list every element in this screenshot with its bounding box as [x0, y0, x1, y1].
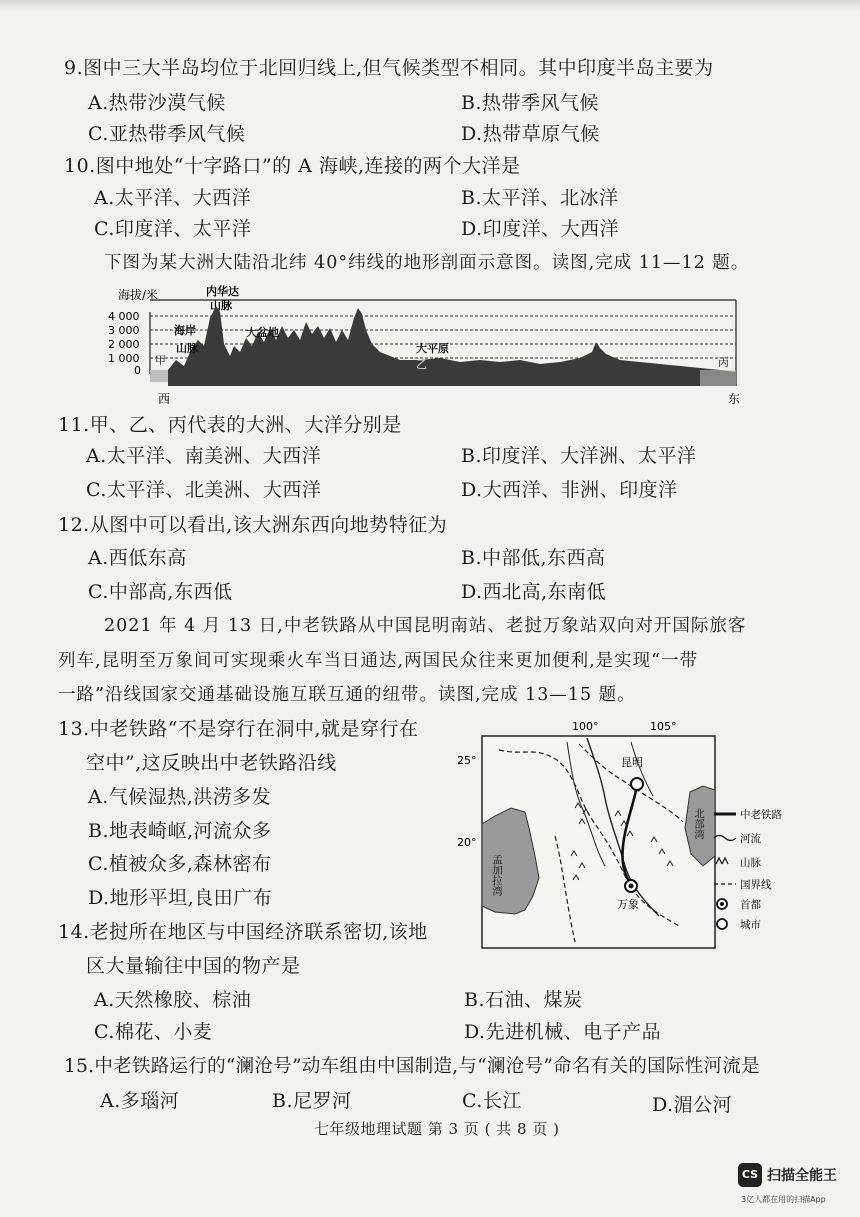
- tick-3000: 3 000: [108, 324, 140, 337]
- q11-option-b: B.印度洋、大洋洲、太平洋: [461, 445, 697, 467]
- q13-option-c: C.植被众多,森林密布: [88, 853, 272, 875]
- legend-border: 国界线: [740, 879, 772, 891]
- q10-option-c: C.印度洋、太平洋: [94, 218, 252, 240]
- q15-option-a: A.多瑙河: [100, 1090, 180, 1112]
- q12-option-c: C.中部高,东西低: [88, 581, 233, 603]
- q14-option-d: D.先进机械、电子产品: [464, 1021, 662, 1043]
- label-dapingyuan: 大平原: [416, 342, 449, 355]
- q10-stem: 10.图中地处“十字路口”的 A 海峡,连接的两个大洋是: [64, 155, 521, 177]
- map-lon-100: 100°: [572, 720, 599, 733]
- q15-option-b: B.尼罗河: [272, 1090, 352, 1112]
- q12-option-b: B.中部低,东西高: [461, 547, 606, 569]
- legend-capital: 首都: [740, 899, 761, 911]
- q10-option-a: A.太平洋、大西洋: [94, 187, 252, 209]
- legend-river: 河流: [740, 833, 761, 845]
- q15-option-d: D.湄公河: [652, 1094, 733, 1116]
- label-bing: 丙: [718, 356, 729, 369]
- q13-stem-line1: 13.中老铁路“不是穿行在洞中,就是穿行在: [58, 718, 419, 740]
- label-bay-west: 孟加拉湾: [491, 854, 503, 896]
- map-lat-20: 20°: [457, 836, 477, 849]
- q13-option-a: A.气候湿热,洪涝多发: [88, 786, 272, 808]
- q9-option-d: D.热带草原气候: [461, 123, 600, 145]
- scan-top-edge: [0, 0, 860, 10]
- tick-1000: 1 000: [108, 352, 140, 365]
- q13-option-b: B.地表崎岖,河流众多: [88, 820, 272, 842]
- label-neihuada-2: 山脉: [210, 299, 232, 312]
- q11-option-a: A.太平洋、南美洲、大西洋: [86, 445, 322, 467]
- intro-railway-line1: 2021 年 4 月 13 日,中老铁路从中国昆明南站、老挝万象站双向对开国际旅客: [104, 616, 747, 636]
- label-yi: 乙: [416, 358, 427, 371]
- label-kunming: 昆明: [621, 756, 643, 769]
- q15-stem: 15.中老铁路运行的“澜沧号”动车组由中国制造,与“澜沧号”命名有关的国际性河流是: [64, 1056, 760, 1077]
- tick-0: 0: [134, 364, 141, 377]
- q9-option-b: B.热带季风气候: [461, 92, 600, 114]
- label-neihuada-1: 内华达: [206, 285, 239, 298]
- tick-2000: 2 000: [108, 338, 140, 351]
- label-east: 东: [728, 392, 741, 406]
- q14-option-b: B.石油、煤炭: [464, 989, 583, 1011]
- q15-option-c: C.长江: [462, 1090, 522, 1112]
- watermark-app-name: 扫描全能王: [767, 1168, 837, 1184]
- label-dapendi: 大盆地: [246, 326, 279, 339]
- map-lat-25: 25°: [457, 754, 477, 767]
- q14-option-c: C.棉花、小麦: [94, 1021, 213, 1043]
- label-bay-east: 北部湾: [693, 808, 705, 840]
- q14-option-a: A.天然橡胶、棕油: [94, 989, 252, 1011]
- q12-stem: 12.从图中可以看出,该大洲东西向地势特征为: [58, 514, 448, 536]
- profile-ylabel: 海拔/米: [118, 288, 159, 302]
- intro-railway-line3: 一路”沿线国家交通基础设施互联互通的纽带。读图,完成 13—15 题。: [58, 685, 636, 705]
- q11-stem: 11.甲、乙、丙代表的大洲、大洋分别是: [58, 414, 402, 436]
- legend-city: 城市: [740, 919, 761, 930]
- label-haian-1: 海岸: [174, 324, 196, 337]
- q10-option-d: D.印度洋、大西洋: [461, 218, 620, 240]
- q11-option-c: C.太平洋、北美洲、大西洋: [86, 479, 322, 501]
- q13-option-d: D.地形平坦,良田广布: [88, 887, 273, 909]
- q14-stem-line2: 区大量输往中国的物产是: [86, 955, 301, 977]
- label-west: 西: [158, 392, 171, 406]
- map-legend: [710, 804, 810, 930]
- intro-profile: 下图为某大洲大陆沿北纬 40°纬线的地形剖面示意图。读图,完成 11—12 题。: [104, 253, 750, 273]
- tick-4000: 4 000: [108, 310, 140, 323]
- q12-option-a: A.西低东高: [88, 547, 187, 569]
- q11-option-d: D.大西洋、非洲、印度洋: [461, 479, 678, 501]
- legend-railway: 中老铁路: [740, 809, 782, 821]
- legend-mountain: 山脉: [740, 857, 761, 869]
- label-wanxiang: 万象: [617, 898, 639, 911]
- terrain-silhouette: [168, 306, 736, 386]
- q10-option-b: B.太平洋、北冰洋: [461, 187, 619, 209]
- watermark-tagline: 3亿人都在用的扫描App: [741, 1195, 826, 1204]
- page-footer: 七年级地理试题 第 3 页 ( 共 8 页 ): [314, 1120, 560, 1138]
- profile-sea-east: [700, 370, 736, 386]
- q9-option-c: C.亚热带季风气候: [88, 123, 246, 145]
- kunming-city-icon: [631, 778, 643, 790]
- q12-option-d: D.西北高,东南低: [461, 581, 607, 603]
- q9-stem: 9.图中三大半岛均位于北回归线上,但气候类型不相同。其中印度半岛主要为: [64, 57, 714, 79]
- q14-stem-line1: 14.老挝所在地区与中国经济联系密切,该地: [58, 921, 428, 943]
- terrain-profile-diagram: [100, 282, 750, 406]
- label-jia: 甲: [155, 354, 166, 367]
- intro-railway-line2: 列车,昆明至万象间可实现乘火车当日通达,两国民众往来更加便利,是实现“一带: [58, 651, 699, 671]
- map-lon-105: 105°: [650, 720, 677, 733]
- profile-sea-west: [150, 370, 168, 382]
- q13-stem-line2: 空中”,这反映出中老铁路沿线: [86, 752, 337, 774]
- camscanner-logo-icon: CS: [738, 1163, 762, 1187]
- q9-option-a: A.热带沙漠气候: [88, 92, 226, 114]
- label-haian-2: 山脉: [176, 342, 198, 355]
